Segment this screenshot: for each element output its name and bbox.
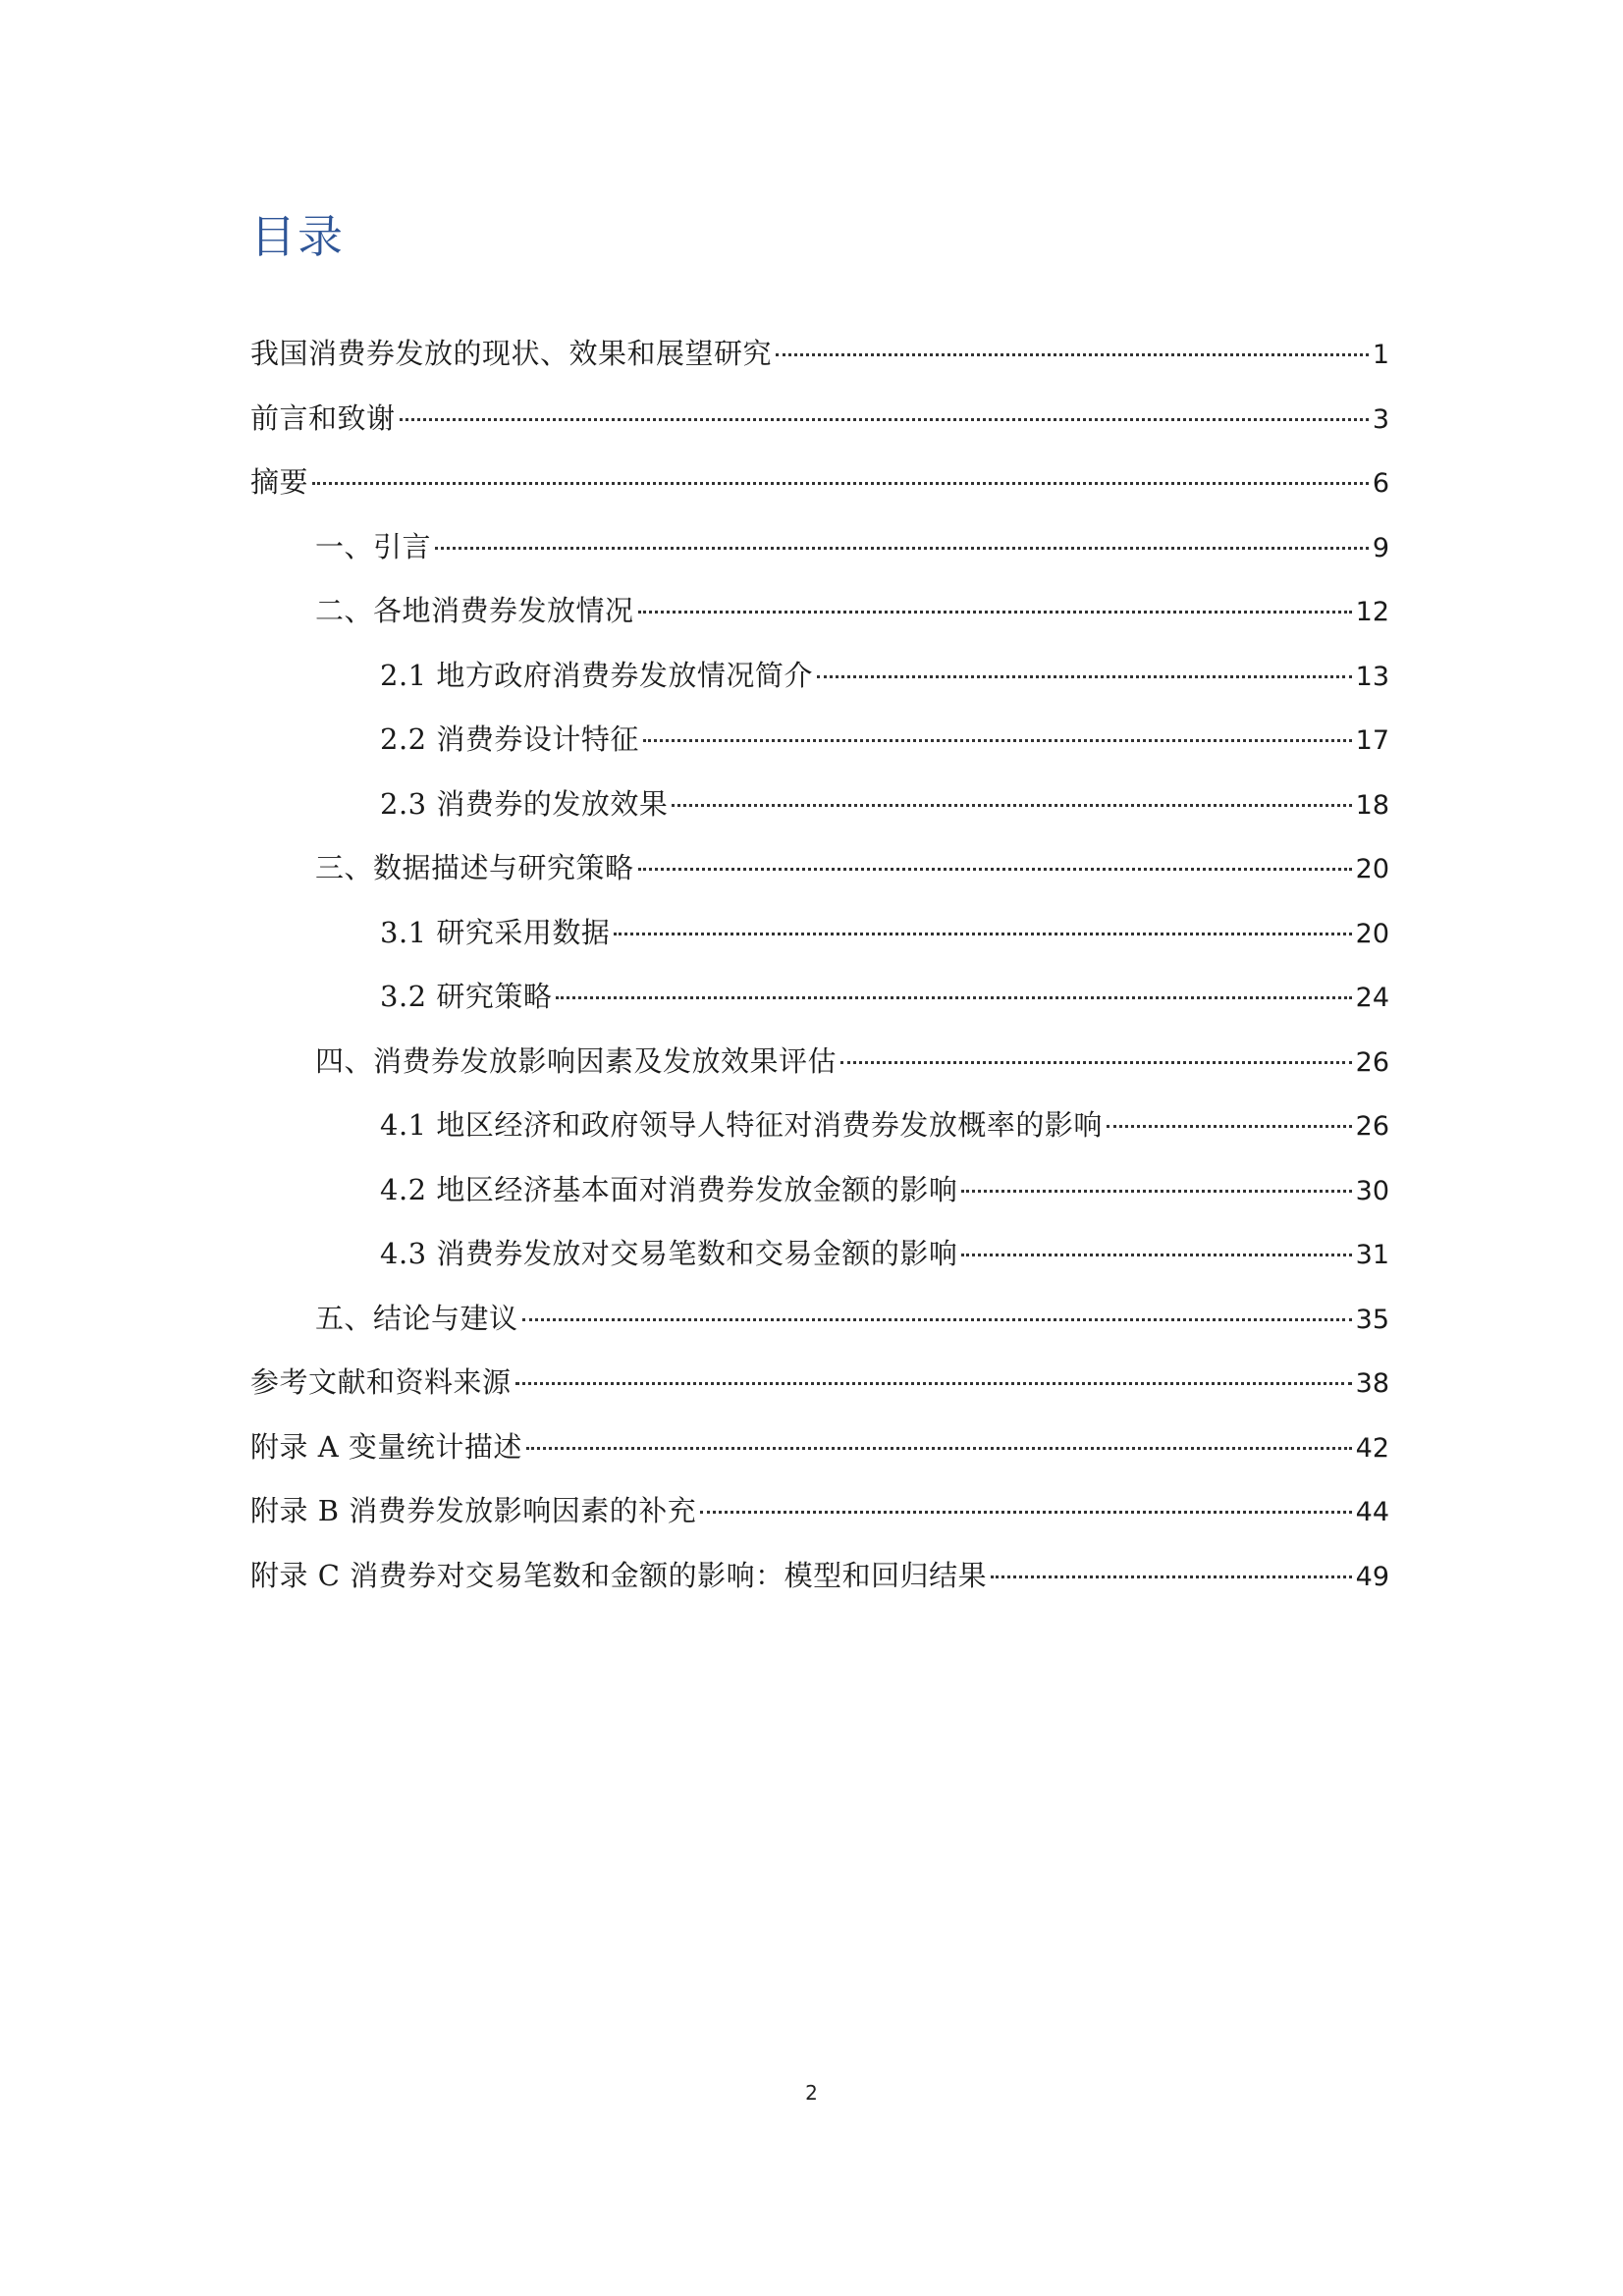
dot-leader <box>961 1190 1351 1193</box>
toc-entry-label: 二、各地消费券发放情况 <box>315 594 634 627</box>
toc-entry-page: 38 <box>1355 1368 1389 1399</box>
toc-entry-page: 12 <box>1355 597 1389 627</box>
dot-leader <box>700 1511 1351 1514</box>
toc-entry-label: 4.1 地区经济和政府领导人特征对消费券发放概率的影响 <box>380 1108 1103 1142</box>
dot-leader <box>840 1061 1352 1064</box>
toc-entry-page: 20 <box>1355 918 1389 949</box>
toc-entry-page: 18 <box>1355 789 1389 821</box>
toc-entry-label: 参考文献和资料来源 <box>250 1365 512 1399</box>
toc-entry-page: 26 <box>1355 1046 1389 1078</box>
page-number: 2 <box>805 2081 818 2105</box>
toc-entry-label: 摘要 <box>250 465 309 499</box>
toc-entry-page: 30 <box>1355 1175 1389 1206</box>
dot-leader <box>312 482 1369 485</box>
toc-entry-page: 6 <box>1372 468 1389 499</box>
dot-leader <box>526 1447 1352 1450</box>
toc-entry[interactable] <box>250 720 1389 784</box>
dot-leader <box>991 1575 1352 1578</box>
toc-title: 目录 <box>250 210 345 263</box>
toc-entry-label: 附录 A 变量统计描述 <box>250 1429 522 1464</box>
toc-entry[interactable] <box>250 1362 1389 1427</box>
toc-entry[interactable] <box>250 399 1389 463</box>
dot-leader <box>643 739 1352 742</box>
toc-entry[interactable] <box>250 1234 1389 1299</box>
toc-entry-page: 3 <box>1372 403 1389 435</box>
toc-entry[interactable] <box>250 977 1389 1041</box>
toc-entry[interactable] <box>250 1105 1389 1170</box>
toc-entry-label: 2.2 消费券设计特征 <box>380 722 639 756</box>
toc-entry[interactable] <box>250 462 1389 527</box>
toc-entry[interactable] <box>250 527 1389 592</box>
dot-leader <box>638 611 1352 614</box>
toc-entry-label: 2.3 消费券的发放效果 <box>380 786 669 821</box>
toc-entry[interactable] <box>250 1041 1389 1106</box>
toc-entry[interactable] <box>250 1299 1389 1363</box>
dot-leader <box>435 547 1369 550</box>
toc-entry-label: 一、引言 <box>315 529 432 563</box>
toc-entry-page: 1 <box>1372 340 1389 370</box>
toc-entry-page: 24 <box>1355 983 1389 1013</box>
dot-leader <box>400 418 1369 421</box>
toc-entry-page: 49 <box>1355 1561 1389 1592</box>
toc-entry-page: 9 <box>1372 532 1389 563</box>
dot-leader <box>961 1254 1351 1256</box>
toc-entry-label: 附录 C 消费券对交易笔数和金额的影响：模型和回归结果 <box>250 1558 988 1592</box>
dot-leader <box>817 675 1352 678</box>
dot-leader <box>515 1382 1352 1385</box>
toc-entry[interactable] <box>250 334 1389 399</box>
toc-entry[interactable] <box>250 784 1389 849</box>
dot-leader <box>1107 1125 1352 1128</box>
toc-entry[interactable] <box>250 913 1389 978</box>
toc-entry-label: 4.2 地区经济基本面对消费券发放金额的影响 <box>380 1172 958 1206</box>
dot-leader <box>672 804 1351 807</box>
toc-entry-page: 26 <box>1355 1111 1389 1142</box>
toc-entry-label: 三、数据描述与研究策略 <box>315 851 634 884</box>
toc-entry-label: 附录 B 消费券发放影响因素的补充 <box>250 1494 697 1527</box>
toc-entry-label: 2.1 地方政府消费券发放情况简介 <box>380 658 813 692</box>
toc-entry[interactable] <box>250 1170 1389 1235</box>
toc-entry-page: 42 <box>1355 1432 1389 1464</box>
toc-entry[interactable] <box>250 1427 1389 1492</box>
toc-entry-page: 20 <box>1355 854 1389 884</box>
toc-entry-label: 五、结论与建议 <box>315 1301 518 1335</box>
dot-leader <box>614 933 1351 935</box>
toc-entry-label: 我国消费券发放的现状、效果和展望研究 <box>250 337 773 370</box>
toc-entry-page: 31 <box>1355 1240 1389 1270</box>
toc-entry[interactable] <box>250 848 1389 913</box>
dot-leader <box>556 996 1351 999</box>
toc-entry[interactable] <box>250 1556 1389 1621</box>
toc-entry-page: 44 <box>1355 1497 1389 1527</box>
toc-entry[interactable] <box>250 656 1389 721</box>
toc-entry-label: 4.3 消费券发放对交易笔数和交易金额的影响 <box>380 1237 958 1270</box>
toc-entry-label: 前言和致谢 <box>250 400 396 435</box>
toc-entry[interactable] <box>250 591 1389 656</box>
toc-entry-page: 35 <box>1355 1304 1389 1335</box>
toc-entry[interactable] <box>250 1491 1389 1556</box>
toc-entry-label: 四、消费券发放影响因素及发放效果评估 <box>315 1043 838 1078</box>
toc-entry-label: 3.1 研究采用数据 <box>380 915 611 949</box>
dot-leader <box>776 353 1369 356</box>
toc-entry-page: 17 <box>1355 725 1389 756</box>
dot-leader <box>638 868 1352 871</box>
dot-leader <box>522 1318 1352 1321</box>
table-of-contents <box>250 334 1389 1620</box>
toc-entry-label: 3.2 研究策略 <box>380 980 553 1013</box>
toc-entry-page: 13 <box>1355 661 1389 692</box>
